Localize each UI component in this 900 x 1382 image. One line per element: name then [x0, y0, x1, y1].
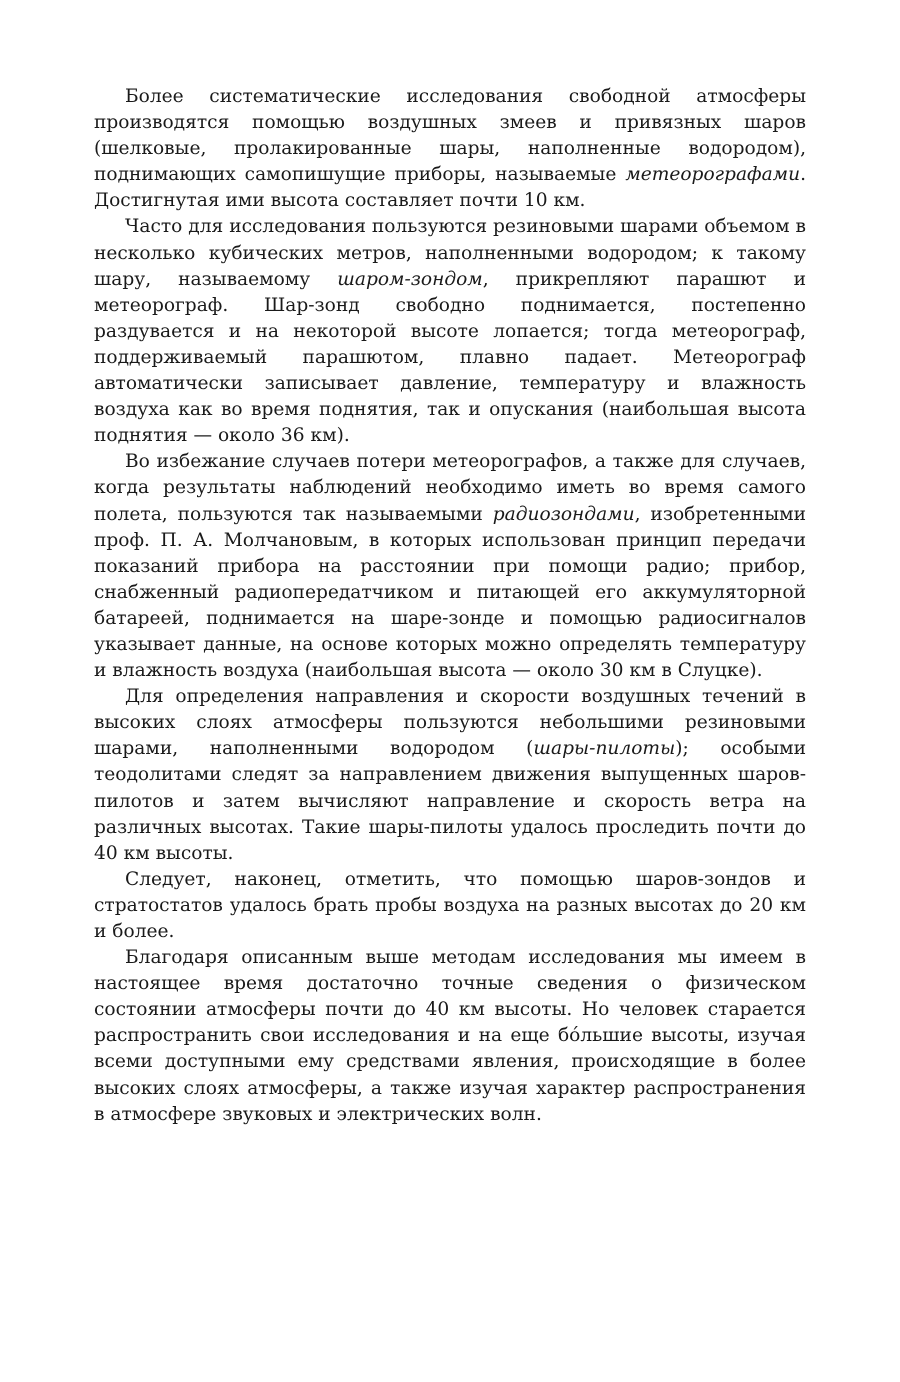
text-run: , прикрепляют парашют и метеорограф. Шар-зонд свободно поднимается, постепенно раздувается и на некоторой высоте лопается; тогда метеорограф, поддерживаемый парашютом, плавно падает. Метеорограф автоматически записывает давление, температуру и влажность воздуха как во время поднятия, так и опускания (наибольшая высота поднятия — около 36 км).	[94, 268, 807, 447]
paragraph-6	[94, 945, 806, 1128]
paragraph-1	[94, 84, 806, 214]
paragraph-2	[94, 214, 806, 449]
paragraph-5	[94, 867, 806, 945]
paragraph-3	[94, 449, 806, 684]
text-run: Следует, наконец, отметить, что помощью шаров-зондов и стратостатов удалось брать пробы воздуха на разных высотах до 20 км и более.	[94, 868, 806, 942]
page-body	[94, 84, 806, 1128]
text-run: Часто для исследования пользуются резиновыми шарами объемом в несколько кубических метров, наполненными водородом; к такому шару, называемому	[94, 216, 806, 290]
paragraph-4	[94, 684, 806, 867]
italic-term: шары-пилоты	[533, 738, 676, 760]
italic-term: шаром-зондом	[337, 268, 483, 290]
text-run: Более систематические исследования свободной атмосферы производятся помощью воздушных змеев и привязных шаров (шелковые, пролакированные шары, наполненные водородом), поднимающих самопишущие приборы, называемые	[94, 86, 806, 186]
text-run: . Достигнутая ими высота составляет почти 10 км.	[94, 164, 806, 212]
text-run: ); особыми теодолитами следят за направлением движения выпущенных шаров-пилотов и затем вычисляют направление и скорость ветра на различных высотах. Такие шары-пилоты удалось проследить почти до 40 км высоты.	[94, 738, 806, 864]
text-run: Во избежание случаев потери метеорографов, а также для случаев, когда результаты наблюдений необходимо иметь во время самого полета, пользуются так называемыми	[94, 451, 806, 525]
italic-term: радиозондами	[492, 503, 635, 525]
italic-term: метеорографами	[625, 164, 801, 186]
text-run: , изобретенными проф. П. А. Молчановым, в которых использован принцип передачи показаний прибора на расстоянии при помощи радио; прибор, снабженный радиопередатчиком и питающей его аккумуляторной батареей, поднимается на шаре-зонде и помощью радиосигналов указывает данные, на основе которых можно определять температуру и влажность воздуха (наибольшая высота — около 30 км в Слуцке).	[94, 503, 806, 682]
text-run: Для определения направления и скорости воздушных течений в высоких слоях атмосферы пользуются небольшими резиновыми шарами, наполненными водородом (	[94, 686, 806, 760]
text-run: Благодаря описанным выше методам исследования мы имеем в настоящее время достаточно точные сведения о физическом состоянии атмосферы почти до 40 км высоты. Но человек старается распространить свои исследования и на еще бóльшие высоты, изучая всеми доступными ему средствами явления, происходящие в более высоких слоях атмосферы, а также изучая характер распространения в атмосфере звуковых и электрических волн.	[94, 947, 806, 1125]
